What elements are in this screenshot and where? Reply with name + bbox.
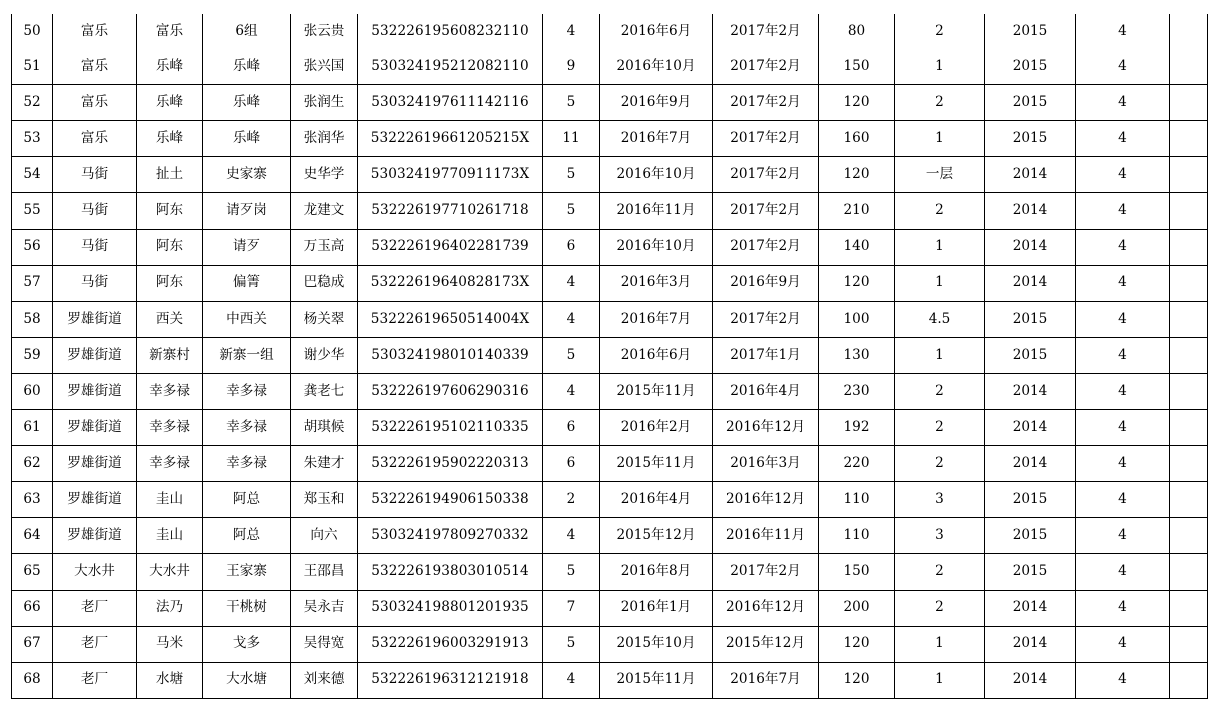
cell-household-size: 7 xyxy=(543,590,600,626)
cell-area: 120 xyxy=(819,85,895,121)
cell-id-number: 53222619640828173X xyxy=(358,265,543,301)
cell-household-size: 9 xyxy=(543,49,600,85)
cell-village: 西关 xyxy=(137,301,203,337)
cell-group: 幸多禄 xyxy=(203,446,291,482)
cell-village: 法乃 xyxy=(137,590,203,626)
cell-start-date: 2016年6月 xyxy=(600,14,713,49)
cell-household-size: 4 xyxy=(543,265,600,301)
cell-group: 戈多 xyxy=(203,626,291,662)
cell-area: 110 xyxy=(819,518,895,554)
table-row xyxy=(12,482,1208,518)
cell-town: 罗雄街道 xyxy=(53,446,137,482)
cell-id-number: 532226194906150338 xyxy=(358,482,543,518)
cell-start-date: 2015年11月 xyxy=(600,446,713,482)
cell-year: 2015 xyxy=(985,482,1076,518)
cell-remarks xyxy=(1170,121,1208,157)
cell-village: 乐峰 xyxy=(137,49,203,85)
cell-remarks xyxy=(1170,337,1208,373)
cell-row-number: 64 xyxy=(12,518,53,554)
table-row xyxy=(12,121,1208,157)
cell-start-date: 2016年7月 xyxy=(600,301,713,337)
cell-town: 富乐 xyxy=(53,49,137,85)
cell-start-date: 2016年11月 xyxy=(600,193,713,229)
cell-id-number: 532226196402281739 xyxy=(358,229,543,265)
cell-row-number: 59 xyxy=(12,337,53,373)
cell-group: 阿总 xyxy=(203,518,291,554)
cell-column-13: 4 xyxy=(1076,229,1170,265)
cell-id-number: 532226197606290316 xyxy=(358,373,543,409)
cell-end-date: 2016年12月 xyxy=(713,482,819,518)
cell-end-date: 2016年3月 xyxy=(713,446,819,482)
cell-column-13: 4 xyxy=(1076,193,1170,229)
cell-column-13: 4 xyxy=(1076,121,1170,157)
cell-village: 幸多禄 xyxy=(137,446,203,482)
cell-remarks xyxy=(1170,373,1208,409)
cell-end-date: 2017年2月 xyxy=(713,14,819,49)
cell-id-number: 532226196003291913 xyxy=(358,626,543,662)
cell-start-date: 2015年10月 xyxy=(600,626,713,662)
cell-id-number: 532226197710261718 xyxy=(358,193,543,229)
cell-name: 王邵昌 xyxy=(291,554,358,590)
cell-id-number: 530324197809270332 xyxy=(358,518,543,554)
cell-group: 新寨一组 xyxy=(203,337,291,373)
cell-town: 马街 xyxy=(53,193,137,229)
cell-town: 马街 xyxy=(53,157,137,193)
cell-id-number: 532226196312121918 xyxy=(358,662,543,698)
cell-group: 幸多禄 xyxy=(203,410,291,446)
cell-household-size: 4 xyxy=(543,662,600,698)
cell-start-date: 2016年10月 xyxy=(600,49,713,85)
cell-area: 220 xyxy=(819,446,895,482)
cell-year: 2014 xyxy=(985,590,1076,626)
cell-group: 偏箐 xyxy=(203,265,291,301)
cell-id-number: 532226195102110335 xyxy=(358,410,543,446)
cell-year: 2014 xyxy=(985,193,1076,229)
cell-name: 谢少华 xyxy=(291,337,358,373)
cell-row-number: 50 xyxy=(12,14,53,49)
cell-town: 马街 xyxy=(53,229,137,265)
cell-area: 80 xyxy=(819,14,895,49)
cell-village: 乐峰 xyxy=(137,121,203,157)
cell-floors: 1 xyxy=(895,626,985,662)
table-row xyxy=(12,14,1208,49)
cell-start-date: 2016年6月 xyxy=(600,337,713,373)
cell-village: 幸多禄 xyxy=(137,373,203,409)
cell-village: 扯土 xyxy=(137,157,203,193)
cell-name: 张云贵 xyxy=(291,14,358,49)
cell-area: 120 xyxy=(819,157,895,193)
cell-household-size: 11 xyxy=(543,121,600,157)
cell-name: 向六 xyxy=(291,518,358,554)
cell-row-number: 53 xyxy=(12,121,53,157)
cell-column-13: 4 xyxy=(1076,662,1170,698)
cell-year: 2015 xyxy=(985,14,1076,49)
cell-year: 2015 xyxy=(985,121,1076,157)
cell-remarks xyxy=(1170,265,1208,301)
cell-remarks xyxy=(1170,301,1208,337)
cell-row-number: 66 xyxy=(12,590,53,626)
cell-village: 乐峰 xyxy=(137,85,203,121)
cell-row-number: 65 xyxy=(12,554,53,590)
cell-group: 幸多禄 xyxy=(203,373,291,409)
cell-column-13: 4 xyxy=(1076,85,1170,121)
table-row xyxy=(12,229,1208,265)
cell-column-13: 4 xyxy=(1076,626,1170,662)
cell-start-date: 2016年10月 xyxy=(600,229,713,265)
cell-id-number: 532226195902220313 xyxy=(358,446,543,482)
cell-town: 富乐 xyxy=(53,14,137,49)
cell-area: 210 xyxy=(819,193,895,229)
cell-column-13: 4 xyxy=(1076,373,1170,409)
table-row xyxy=(12,85,1208,121)
cell-row-number: 55 xyxy=(12,193,53,229)
cell-name: 龙建文 xyxy=(291,193,358,229)
table-row xyxy=(12,337,1208,373)
cell-name: 胡琪候 xyxy=(291,410,358,446)
cell-area: 160 xyxy=(819,121,895,157)
cell-floors: 4.5 xyxy=(895,301,985,337)
cell-year: 2014 xyxy=(985,626,1076,662)
cell-row-number: 67 xyxy=(12,626,53,662)
cell-end-date: 2017年2月 xyxy=(713,121,819,157)
cell-name: 朱建才 xyxy=(291,446,358,482)
cell-remarks xyxy=(1170,157,1208,193)
cell-end-date: 2017年2月 xyxy=(713,301,819,337)
cell-town: 老厂 xyxy=(53,626,137,662)
cell-village: 水塘 xyxy=(137,662,203,698)
cell-end-date: 2016年11月 xyxy=(713,518,819,554)
cell-start-date: 2016年8月 xyxy=(600,554,713,590)
cell-remarks xyxy=(1170,518,1208,554)
cell-town: 马街 xyxy=(53,265,137,301)
cell-household-size: 5 xyxy=(543,337,600,373)
cell-floors: 2 xyxy=(895,14,985,49)
cell-id-number: 530324197611142116 xyxy=(358,85,543,121)
cell-area: 120 xyxy=(819,265,895,301)
cell-remarks xyxy=(1170,662,1208,698)
cell-area: 120 xyxy=(819,626,895,662)
cell-id-number: 532226193803010514 xyxy=(358,554,543,590)
cell-group: 乐峰 xyxy=(203,121,291,157)
cell-column-13: 4 xyxy=(1076,518,1170,554)
table-row xyxy=(12,518,1208,554)
cell-id-number: 53032419770911173X xyxy=(358,157,543,193)
cell-town: 老厂 xyxy=(53,590,137,626)
table-row xyxy=(12,157,1208,193)
cell-town: 罗雄街道 xyxy=(53,410,137,446)
table-row xyxy=(12,626,1208,662)
cell-column-13: 4 xyxy=(1076,301,1170,337)
cell-end-date: 2016年9月 xyxy=(713,265,819,301)
cell-end-date: 2017年2月 xyxy=(713,229,819,265)
cell-id-number: 532226195608232110 xyxy=(358,14,543,49)
cell-start-date: 2016年10月 xyxy=(600,157,713,193)
cell-area: 130 xyxy=(819,337,895,373)
cell-start-date: 2016年1月 xyxy=(600,590,713,626)
cell-village: 阿东 xyxy=(137,265,203,301)
cell-floors: 1 xyxy=(895,49,985,85)
cell-end-date: 2017年2月 xyxy=(713,193,819,229)
cell-end-date: 2016年12月 xyxy=(713,410,819,446)
cell-group: 干桃树 xyxy=(203,590,291,626)
cell-column-13: 4 xyxy=(1076,482,1170,518)
cell-floors: 一层 xyxy=(895,157,985,193)
cell-remarks xyxy=(1170,193,1208,229)
cell-floors: 2 xyxy=(895,373,985,409)
cell-id-number: 53222619650514004X xyxy=(358,301,543,337)
cell-remarks xyxy=(1170,590,1208,626)
cell-town: 老厂 xyxy=(53,662,137,698)
cell-end-date: 2017年2月 xyxy=(713,554,819,590)
cell-end-date: 2015年12月 xyxy=(713,626,819,662)
cell-area: 150 xyxy=(819,554,895,590)
cell-start-date: 2016年9月 xyxy=(600,85,713,121)
cell-area: 140 xyxy=(819,229,895,265)
cell-column-13: 4 xyxy=(1076,337,1170,373)
cell-floors: 1 xyxy=(895,265,985,301)
table-row xyxy=(12,193,1208,229)
cell-column-13: 4 xyxy=(1076,157,1170,193)
cell-id-number: 53222619661205215X xyxy=(358,121,543,157)
cell-remarks xyxy=(1170,482,1208,518)
cell-start-date: 2016年2月 xyxy=(600,410,713,446)
cell-end-date: 2016年4月 xyxy=(713,373,819,409)
cell-group: 6组 xyxy=(203,14,291,49)
cell-name: 龚老七 xyxy=(291,373,358,409)
cell-row-number: 52 xyxy=(12,85,53,121)
cell-group: 大水塘 xyxy=(203,662,291,698)
cell-remarks xyxy=(1170,410,1208,446)
cell-floors: 2 xyxy=(895,554,985,590)
table-row xyxy=(12,590,1208,626)
cell-village: 大水井 xyxy=(137,554,203,590)
cell-name: 郑玉和 xyxy=(291,482,358,518)
cell-village: 阿东 xyxy=(137,229,203,265)
cell-year: 2014 xyxy=(985,265,1076,301)
cell-household-size: 2 xyxy=(543,482,600,518)
cell-start-date: 2016年3月 xyxy=(600,265,713,301)
cell-town: 富乐 xyxy=(53,85,137,121)
cell-remarks xyxy=(1170,229,1208,265)
cell-village: 圭山 xyxy=(137,482,203,518)
table-row xyxy=(12,301,1208,337)
cell-group: 阿总 xyxy=(203,482,291,518)
cell-id-number: 530324198010140339 xyxy=(358,337,543,373)
cell-year: 2015 xyxy=(985,337,1076,373)
cell-village: 新寨村 xyxy=(137,337,203,373)
cell-end-date: 2017年2月 xyxy=(713,85,819,121)
table-row xyxy=(12,373,1208,409)
cell-floors: 1 xyxy=(895,662,985,698)
cell-row-number: 61 xyxy=(12,410,53,446)
cell-name: 张润生 xyxy=(291,85,358,121)
cell-village: 圭山 xyxy=(137,518,203,554)
cell-floors: 3 xyxy=(895,482,985,518)
cell-floors: 2 xyxy=(895,85,985,121)
table-row xyxy=(12,554,1208,590)
cell-group: 乐峰 xyxy=(203,85,291,121)
cell-town: 富乐 xyxy=(53,121,137,157)
cell-floors: 1 xyxy=(895,337,985,373)
cell-name: 吴得宽 xyxy=(291,626,358,662)
cell-column-13: 4 xyxy=(1076,14,1170,49)
cell-column-13: 4 xyxy=(1076,49,1170,85)
cell-column-13: 4 xyxy=(1076,554,1170,590)
cell-end-date: 2017年1月 xyxy=(713,337,819,373)
cell-household-size: 5 xyxy=(543,157,600,193)
cell-town: 罗雄街道 xyxy=(53,482,137,518)
cell-area: 120 xyxy=(819,662,895,698)
cell-row-number: 60 xyxy=(12,373,53,409)
cell-year: 2015 xyxy=(985,518,1076,554)
cell-remarks xyxy=(1170,85,1208,121)
cell-year: 2015 xyxy=(985,554,1076,590)
cell-group: 中西关 xyxy=(203,301,291,337)
cell-start-date: 2016年7月 xyxy=(600,121,713,157)
cell-floors: 2 xyxy=(895,193,985,229)
cell-year: 2014 xyxy=(985,446,1076,482)
table-body xyxy=(12,14,1208,698)
cell-household-size: 5 xyxy=(543,626,600,662)
cell-name: 万玉高 xyxy=(291,229,358,265)
cell-row-number: 58 xyxy=(12,301,53,337)
cell-id-number: 530324195212082110 xyxy=(358,49,543,85)
table-row xyxy=(12,265,1208,301)
cell-household-size: 5 xyxy=(543,554,600,590)
table-row xyxy=(12,662,1208,698)
cell-floors: 1 xyxy=(895,229,985,265)
cell-year: 2015 xyxy=(985,85,1076,121)
cell-name: 张兴国 xyxy=(291,49,358,85)
cell-area: 200 xyxy=(819,590,895,626)
cell-name: 吴永吉 xyxy=(291,590,358,626)
cell-name: 张润华 xyxy=(291,121,358,157)
cell-area: 100 xyxy=(819,301,895,337)
cell-floors: 2 xyxy=(895,446,985,482)
cell-group: 王家寨 xyxy=(203,554,291,590)
cell-year: 2014 xyxy=(985,662,1076,698)
cell-end-date: 2017年2月 xyxy=(713,49,819,85)
cell-town: 罗雄街道 xyxy=(53,373,137,409)
cell-row-number: 56 xyxy=(12,229,53,265)
cell-area: 192 xyxy=(819,410,895,446)
cell-name: 杨关翠 xyxy=(291,301,358,337)
cell-row-number: 54 xyxy=(12,157,53,193)
cell-area: 150 xyxy=(819,49,895,85)
cell-column-13: 4 xyxy=(1076,410,1170,446)
cell-start-date: 2015年11月 xyxy=(600,662,713,698)
cell-year: 2014 xyxy=(985,229,1076,265)
cell-name: 巴稳成 xyxy=(291,265,358,301)
cell-group: 史家寨 xyxy=(203,157,291,193)
cell-household-size: 6 xyxy=(543,446,600,482)
cell-group: 乐峰 xyxy=(203,49,291,85)
cell-row-number: 68 xyxy=(12,662,53,698)
cell-remarks xyxy=(1170,49,1208,85)
cell-household-size: 6 xyxy=(543,410,600,446)
cell-remarks xyxy=(1170,626,1208,662)
cell-village: 马米 xyxy=(137,626,203,662)
cell-row-number: 57 xyxy=(12,265,53,301)
cell-household-size: 4 xyxy=(543,373,600,409)
table-row xyxy=(12,410,1208,446)
cell-row-number: 63 xyxy=(12,482,53,518)
cell-household-size: 4 xyxy=(543,14,600,49)
cell-remarks xyxy=(1170,14,1208,49)
cell-column-13: 4 xyxy=(1076,590,1170,626)
cell-start-date: 2015年11月 xyxy=(600,373,713,409)
cell-group: 请歹岗 xyxy=(203,193,291,229)
cell-remarks xyxy=(1170,554,1208,590)
cell-area: 230 xyxy=(819,373,895,409)
cell-household-size: 5 xyxy=(543,85,600,121)
cell-end-date: 2017年2月 xyxy=(713,157,819,193)
cell-group: 请歹 xyxy=(203,229,291,265)
cell-end-date: 2016年12月 xyxy=(713,590,819,626)
cell-remarks xyxy=(1170,446,1208,482)
cell-column-13: 4 xyxy=(1076,265,1170,301)
cell-end-date: 2016年7月 xyxy=(713,662,819,698)
cell-household-size: 4 xyxy=(543,518,600,554)
cell-row-number: 62 xyxy=(12,446,53,482)
cell-town: 罗雄街道 xyxy=(53,337,137,373)
cell-household-size: 4 xyxy=(543,301,600,337)
cell-year: 2014 xyxy=(985,410,1076,446)
cell-town: 大水井 xyxy=(53,554,137,590)
cell-floors: 1 xyxy=(895,121,985,157)
cell-start-date: 2015年12月 xyxy=(600,518,713,554)
cell-floors: 2 xyxy=(895,410,985,446)
cell-year: 2014 xyxy=(985,373,1076,409)
cell-village: 阿东 xyxy=(137,193,203,229)
cell-name: 刘来德 xyxy=(291,662,358,698)
cell-start-date: 2016年4月 xyxy=(600,482,713,518)
records-table xyxy=(11,14,1208,699)
cell-year: 2015 xyxy=(985,301,1076,337)
cell-name: 史华学 xyxy=(291,157,358,193)
cell-village: 富乐 xyxy=(137,14,203,49)
cell-floors: 3 xyxy=(895,518,985,554)
cell-year: 2015 xyxy=(985,49,1076,85)
cell-column-13: 4 xyxy=(1076,446,1170,482)
cell-household-size: 6 xyxy=(543,229,600,265)
cell-row-number: 51 xyxy=(12,49,53,85)
cell-household-size: 5 xyxy=(543,193,600,229)
cell-floors: 2 xyxy=(895,590,985,626)
cell-area: 110 xyxy=(819,482,895,518)
table-row xyxy=(12,49,1208,85)
cell-id-number: 530324198801201935 xyxy=(358,590,543,626)
table-row xyxy=(12,446,1208,482)
cell-town: 罗雄街道 xyxy=(53,301,137,337)
cell-town: 罗雄街道 xyxy=(53,518,137,554)
cell-year: 2014 xyxy=(985,157,1076,193)
cell-village: 幸多禄 xyxy=(137,410,203,446)
